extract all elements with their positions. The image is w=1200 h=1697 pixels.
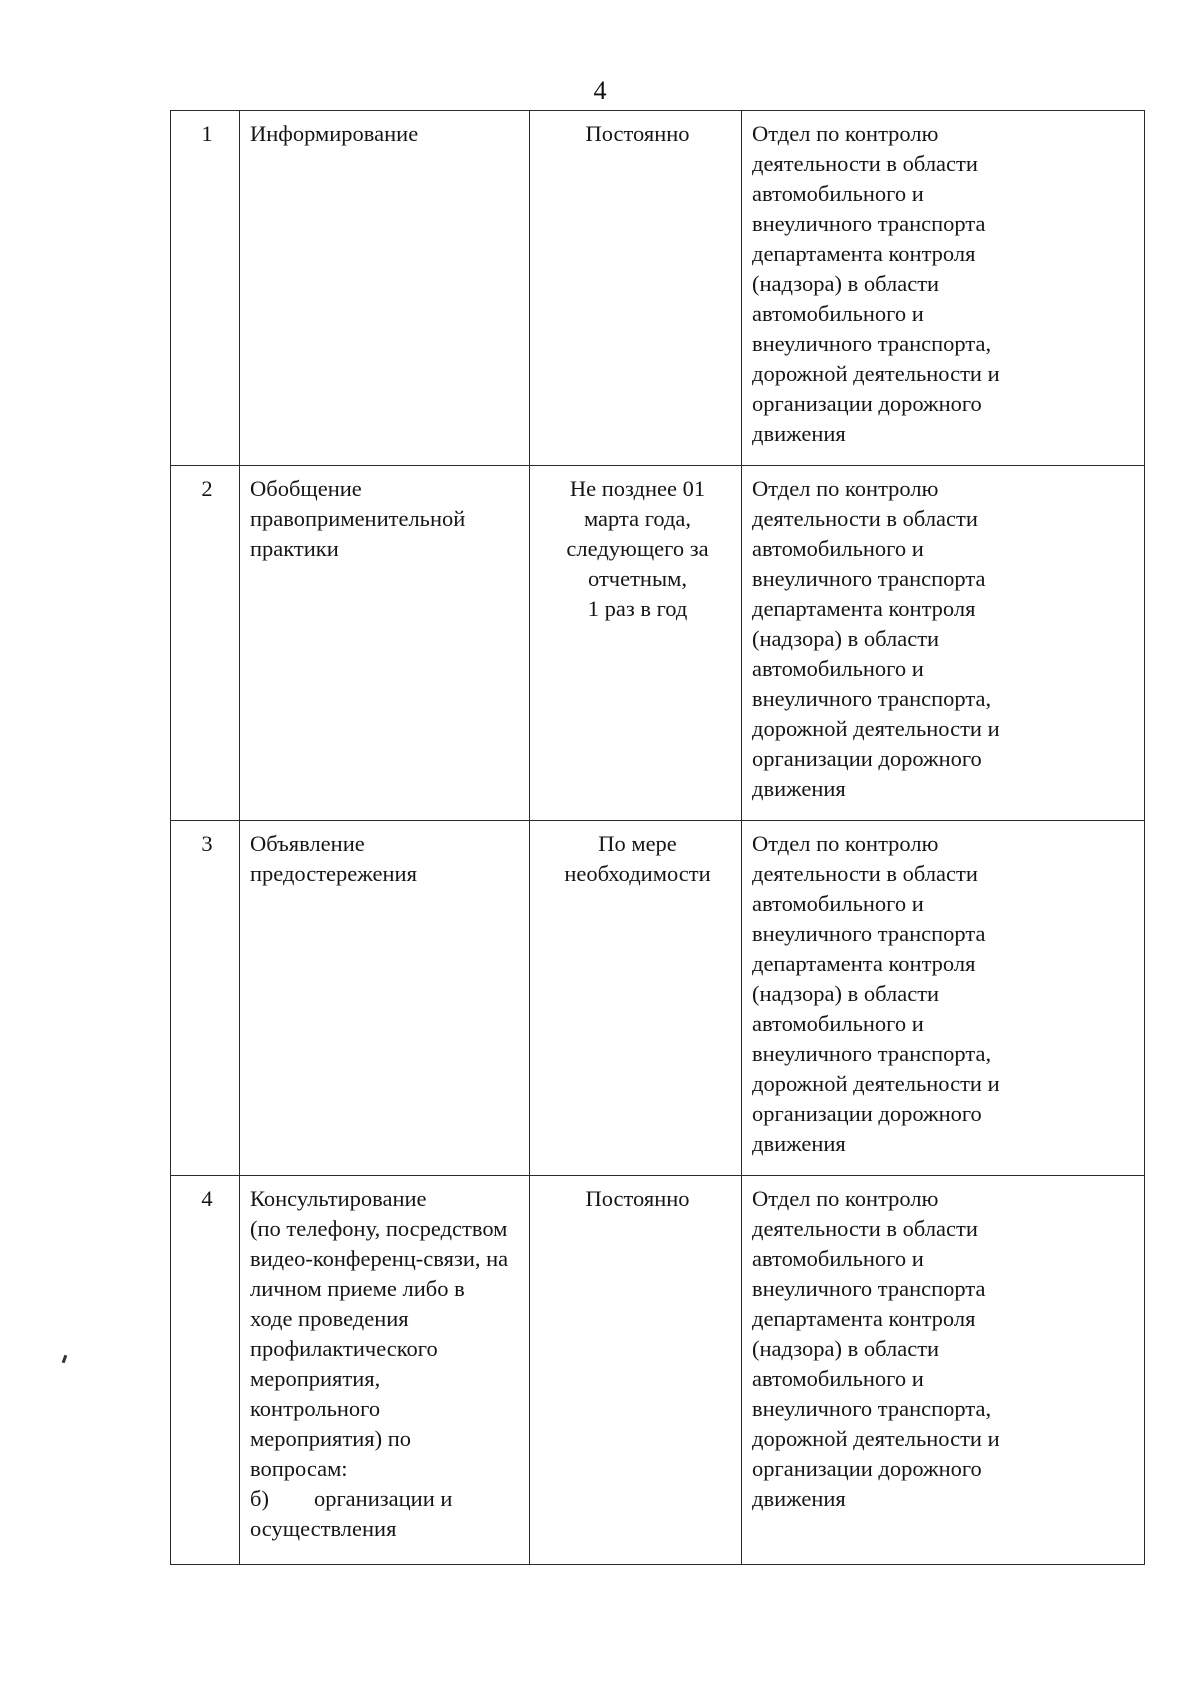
table-row <box>171 466 1145 821</box>
measure-term: Постоянно <box>530 111 742 466</box>
responsible-department: Отдел по контролю деятельности в области автомобильного и внеуличного транспорта департамента контроля (надзора) в области автомобильного и внеуличного транспорта, дорожной деятельности и организации дорожного движения <box>742 821 1145 1176</box>
row-number: 2 <box>171 466 240 821</box>
scan-mark <box>62 1355 68 1364</box>
responsible-department: Отдел по контролю деятельности в области автомобильного и внеуличного транспорта департамента контроля (надзора) в области автомобильного и внеуличного транспорта, дорожной деятельности и организации дорожного движения <box>742 466 1145 821</box>
measure-term: Постоянно <box>530 1176 742 1565</box>
row-number: 3 <box>171 821 240 1176</box>
table-row <box>171 1176 1145 1565</box>
row-number: 1 <box>171 111 240 466</box>
responsible-department: Отдел по контролю деятельности в области автомобильного и внеуличного транспорта департамента контроля (надзора) в области автомобильного и внеуличного транспорта, дорожной деятельности и организации дорожного движения <box>742 111 1145 466</box>
responsible-department: Отдел по контролю деятельности в области автомобильного и внеуличного транспорта департамента контроля (надзора) в области автомобильного и внеуличного транспорта, дорожной деятельности и организации дорожного движения <box>742 1176 1145 1565</box>
measures-table <box>170 110 1145 1565</box>
measure-title: Информирование <box>240 111 530 466</box>
measure-title: Обобщение правоприменительной практики <box>240 466 530 821</box>
table-row <box>171 111 1145 466</box>
measure-title: Объявление предостережения <box>240 821 530 1176</box>
measure-term: По мере необходимости <box>530 821 742 1176</box>
table-row <box>171 821 1145 1176</box>
measure-title: Консультирование (по телефону, посредством видео-конференц-связи, на личном приеме либо в ходе проведения профилактического мероприятия, контрольного мероприятия) по вопросам: б) организации и осуществления <box>240 1176 530 1565</box>
row-number: 4 <box>171 1176 240 1565</box>
page-number: 4 <box>593 76 607 105</box>
measure-term: Не позднее 01 марта года, следующего за отчетным, 1 раз в год <box>530 466 742 821</box>
